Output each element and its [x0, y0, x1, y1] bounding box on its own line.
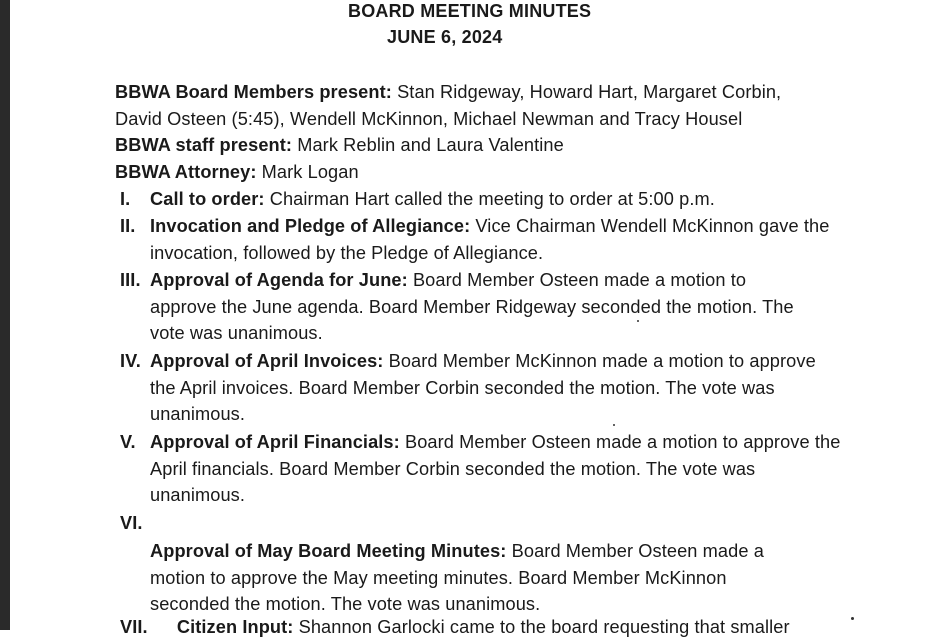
agenda-item-citizen-input: [120, 614, 790, 641]
item-text: Board Member Osteen made a motion to approve the May meeting minutes. Board Member McKinnon seconded the motion. The vote was unanimous.: [150, 541, 764, 615]
attorney-label: BBWA Attorney:: [115, 162, 257, 182]
meeting-date: JUNE 6, 2024: [387, 27, 503, 47]
scan-speck: [637, 320, 639, 322]
item-numeral: V.: [120, 432, 136, 452]
item-numeral: III.: [120, 270, 141, 290]
item-heading: Citizen Input:: [176, 617, 294, 637]
board-members-label: BBWA Board Members present:: [115, 82, 392, 102]
item-text: Board Member Osteen made a motion to approve the June agenda. Board Member Ridgeway seconded the motion. The vote was unanimous.: [150, 270, 794, 344]
board-members-names-1: Stan Ridgeway, Howard Hart, Margaret Corbin,: [397, 82, 782, 102]
staff-label: BBWA staff present:: [115, 135, 293, 155]
item-heading: Approval of April Invoices:: [150, 351, 384, 371]
item-heading: Call to order:: [150, 189, 265, 209]
agenda-item-call-to-order: [150, 186, 850, 213]
agenda-item-may-minutes: [150, 538, 810, 618]
item-numeral: II.: [120, 216, 136, 236]
attorney-present: [115, 159, 359, 186]
item-numeral: VI.: [120, 513, 143, 533]
item-text: Shannon Garlocki came to the board requesting that smaller: [298, 617, 790, 637]
agenda-item-april-financials: [150, 429, 850, 509]
document-title: BOARD MEETING MINUTES: [348, 1, 592, 21]
item-numeral: I.: [120, 189, 131, 209]
item-numeral: VII.: [120, 617, 148, 637]
item-heading: Approval of Agenda for June:: [150, 270, 408, 290]
staff-present: [115, 132, 564, 159]
item-heading: Approval of April Financials:: [150, 432, 400, 452]
item-heading: Approval of May Board Meeting Minutes:: [150, 541, 507, 561]
item-text: Vice Chairman Wendell McKinnon gave the invocation, followed by the Pledge of Allegiance.: [150, 216, 830, 263]
agenda-item-invocation: [150, 213, 850, 266]
agenda-item-approval-agenda: [150, 267, 810, 347]
scan-speck: [851, 617, 854, 620]
staff-names: Mark Reblin and Laura Valentine: [297, 135, 564, 155]
item-heading: Invocation and Pledge of Allegiance:: [150, 216, 471, 236]
item-numeral: IV.: [120, 351, 141, 371]
agenda-item-april-invoices: [150, 348, 840, 428]
item-text: Board Member Osteen made a motion to approve the April financials. Board Member Corbin seconded the motion. The vote was unanimous.: [150, 432, 841, 506]
board-members-names-2: David Osteen (5:45), Wendell McKinnon, Michael Newman and Tracy Housel: [115, 109, 743, 129]
item-text: Board Member McKinnon made a motion to approve the April invoices. Board Member Corbin seconded the motion. The vote was unanimous.: [150, 351, 816, 425]
item-text: Chairman Hart called the meeting to order at 5:00 p.m.: [269, 189, 715, 209]
scan-speck: [613, 424, 615, 426]
attorney-name: Mark Logan: [261, 162, 359, 182]
board-members-present: [115, 79, 781, 106]
